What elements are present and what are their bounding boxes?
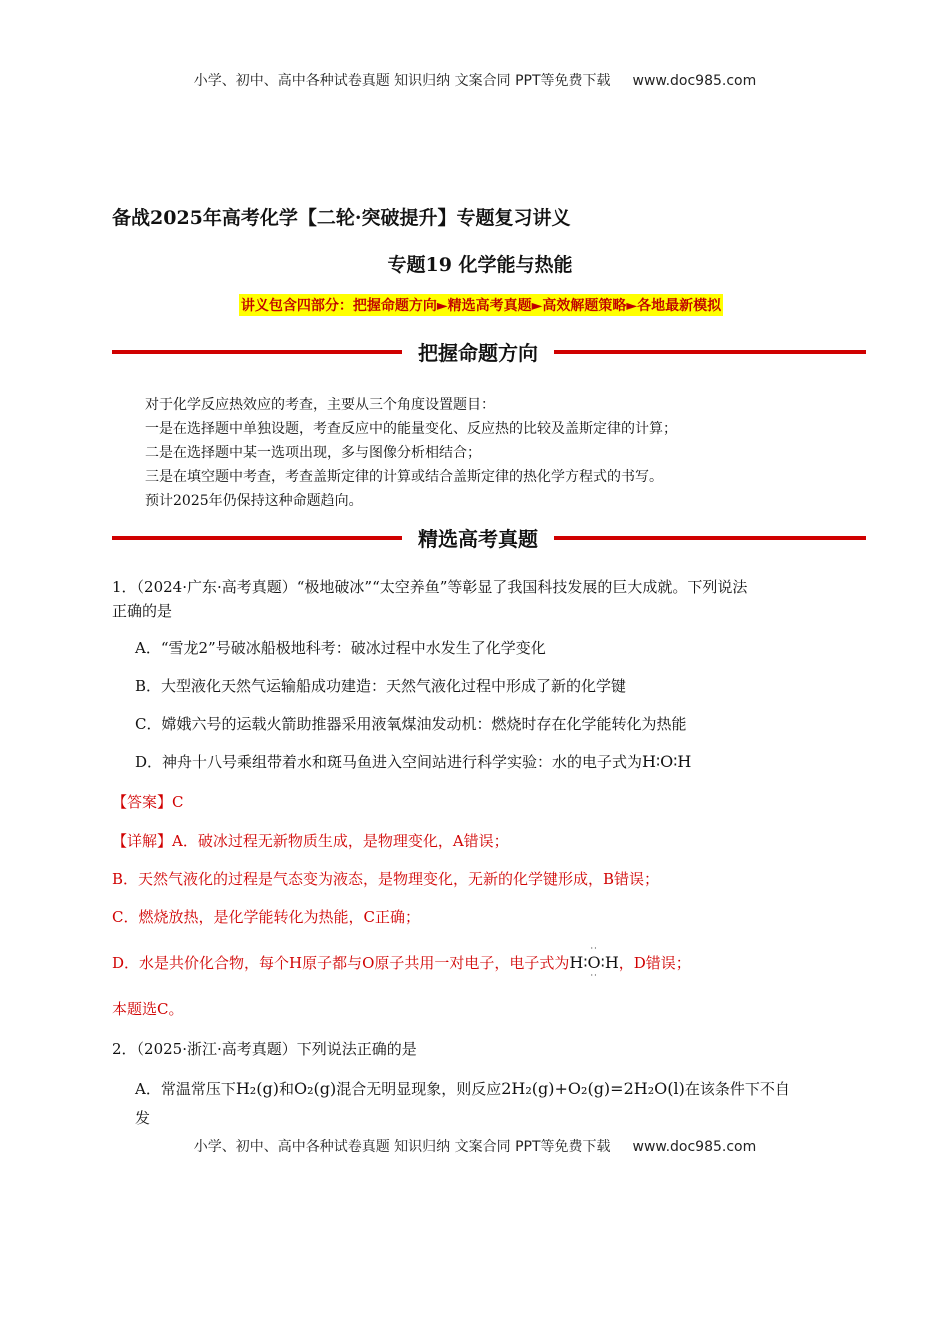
q1-option-a: A．“雪龙2”号破冰船极地科考：破冰过程中水发生了化学变化 bbox=[135, 639, 546, 657]
q1-stem bbox=[112, 575, 747, 623]
banner-rule-right bbox=[554, 536, 866, 540]
o2-formula: O₂(g) bbox=[293, 1079, 337, 1098]
q1-stem-line: 正确的是 bbox=[112, 602, 173, 620]
q2-a-post: 在该条件下不自 bbox=[684, 1080, 790, 1098]
q2-option-a bbox=[135, 1078, 790, 1099]
detail-d-post: ，D错误； bbox=[618, 954, 691, 972]
q1-conclusion: 本题选C。 bbox=[112, 1000, 184, 1018]
q1-detail-d bbox=[112, 944, 691, 980]
formula-text: H∶O∶H bbox=[569, 953, 619, 972]
q2-option-a-line2: 发 bbox=[135, 1109, 151, 1127]
q2-a-mid: 混合无明显现象，则反应 bbox=[336, 1080, 502, 1098]
answer-value: C bbox=[172, 793, 184, 811]
water-electron-formula-dotted: ·· H∶O∶H ·· bbox=[569, 944, 619, 980]
banner-rule-right bbox=[554, 350, 866, 354]
topic-title: 专题19 化学能与热能 bbox=[387, 254, 573, 276]
q1-answer bbox=[112, 791, 184, 812]
section-banner-real-questions bbox=[112, 523, 866, 553]
intro-paragraph bbox=[145, 393, 677, 513]
highlight-text: 讲义包含四部分：把握命题方向►精选高考真题►高效解题策略►各地最新模拟 bbox=[239, 294, 723, 316]
highlight-line bbox=[0, 294, 950, 316]
section-title-real-questions: 精选高考真题 bbox=[418, 527, 538, 551]
footer-url[interactable]: www.doc985.com bbox=[632, 1139, 757, 1155]
intro-line: 二是在选择题中某一选项出现，多与图像分析相结合； bbox=[145, 445, 481, 461]
page-footer bbox=[0, 1136, 950, 1156]
q1-detail-a bbox=[112, 830, 509, 851]
h2-formula: H₂(g) bbox=[235, 1079, 279, 1098]
q2-a-and: 和 bbox=[278, 1080, 294, 1098]
water-electron-formula: H∶O∶H bbox=[642, 752, 692, 771]
banner-rule-left bbox=[112, 350, 402, 354]
intro-line: 对于化学反应热效应的考查，主要从三个角度设置题目： bbox=[145, 397, 495, 413]
section-title-direction: 把握命题方向 bbox=[418, 341, 538, 365]
detail-a-text: A．破冰过程无新物质生成，是物理变化，A错误； bbox=[172, 832, 509, 850]
q1-option-c: C．嫦娥六号的运载火箭助推器采用液氧煤油发动机：燃烧时存在化学能转化为热能 bbox=[135, 715, 687, 733]
banner-rule-left bbox=[112, 536, 402, 540]
q2-a-pre: A．常温常压下 bbox=[135, 1080, 236, 1098]
page-header bbox=[0, 70, 950, 90]
document-title: 备战2025年高考化学【二轮·突破提升】专题复习讲义 bbox=[112, 207, 571, 229]
answer-label: 【答案】 bbox=[112, 793, 173, 811]
q2-stem: 2．（2025·浙江·高考真题）下列说法正确的是 bbox=[112, 1040, 417, 1058]
footer-text: 小学、初中、高中各种试卷真题 知识归纳 文案合同 PPT等免费下载 bbox=[193, 1139, 611, 1155]
intro-line: 三是在填空题中考查，考查盖斯定律的计算或结合盖斯定律的热化学方程式的书写。 bbox=[145, 469, 663, 485]
q1-stem-line: 1．（2024·广东·高考真题）“极地破冰”“太空养鱼”等彰显了我国科技发展的巨大成就。下列说法 bbox=[112, 578, 748, 596]
header-text: 小学、初中、高中各种试卷真题 知识归纳 文案合同 PPT等免费下载 bbox=[193, 73, 611, 89]
intro-line: 一是在选择题中单独设题，考查反应中的能量变化、反应热的比较及盖斯定律的计算； bbox=[145, 421, 677, 437]
header-url[interactable]: www.doc985.com bbox=[632, 73, 757, 89]
q1-option-d bbox=[135, 751, 691, 772]
detail-label: 【详解】 bbox=[112, 832, 173, 850]
reaction-equation: 2H₂(g)+O₂(g)=2H₂O(l) bbox=[501, 1079, 685, 1098]
q1-option-b: B．大型液化天然气运输船成功建造：天然气液化过程中形成了新的化学键 bbox=[135, 677, 627, 695]
detail-d-pre: D．水是共价化合物，每个H原子都与O原子共用一对电子，电子式为 bbox=[112, 954, 570, 972]
intro-line: 预计2025年仍保持这种命题趋向。 bbox=[145, 493, 363, 509]
q1-option-d-text: D．神舟十八号乘组带着水和斑马鱼进入空间站进行科学实验：水的电子式为 bbox=[135, 753, 643, 771]
section-banner-direction bbox=[112, 337, 866, 367]
q1-detail-c: C．燃烧放热，是化学能转化为热能，C正确； bbox=[112, 908, 420, 926]
q1-detail-b: B．天然气液化的过程是气态变为液态，是物理变化，无新的化学键形成，B错误； bbox=[112, 870, 660, 888]
